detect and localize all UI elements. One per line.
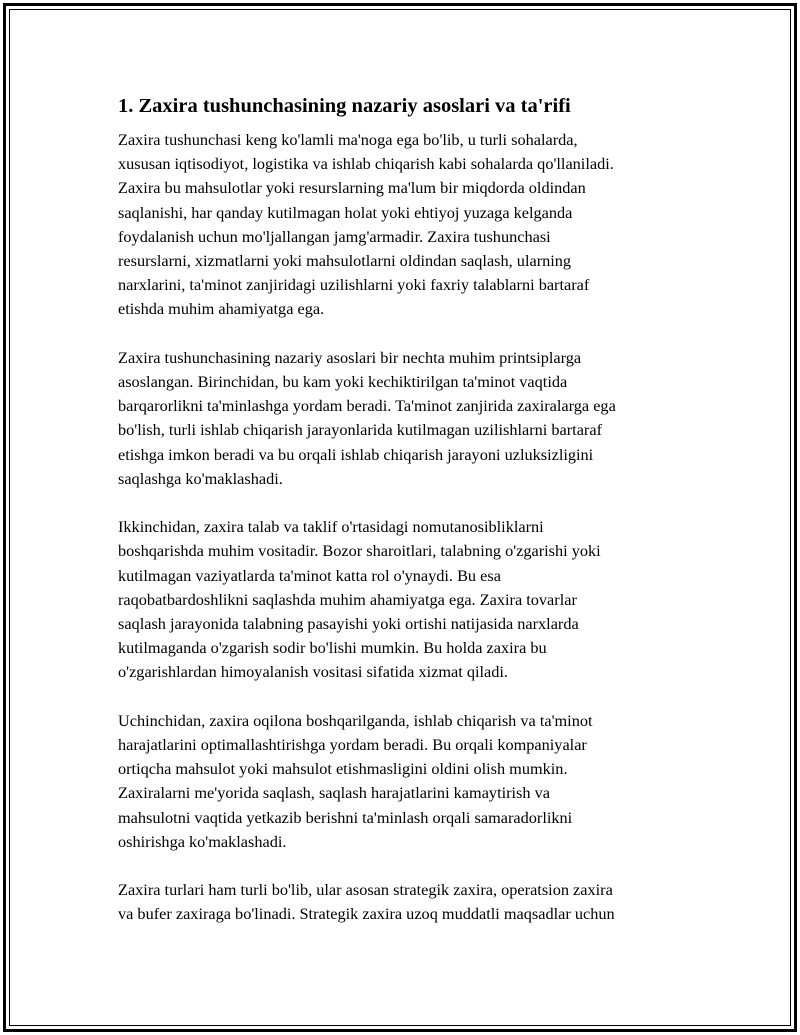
text-line: o'zgarishlardan himoyalanish vositasi sifatida xizmat qiladi.: [118, 662, 508, 682]
text-line: bo'lish, turli ishlab chiqarish jarayonlarida kutilmagan uzilishlarni bartaraf: [118, 420, 602, 440]
text-line: Uchinchidan, zaxira oqilona boshqarilganda, ishlab chiqarish va ta'minot: [118, 710, 593, 730]
text-line: asoslangan. Birinchidan, bu kam yoki kechiktirilgan ta'minot vaqtida: [118, 372, 568, 392]
text-line: Zaxira tushunchasining nazariy asoslari bir nechta muhim printsiplarga: [118, 347, 582, 367]
text-line: narxlarini, ta'minot zanjiridagi uzilishlarni yoki faxriy talablarni bartaraf: [118, 275, 590, 295]
section-heading: 1. Zaxira tushunchasining nazariy asoslari va ta'rifi: [118, 95, 571, 117]
paragraph-2: [118, 346, 684, 491]
text-line: kutilmaganda o'zgarish sodir bo'lishi mumkin. Bu holda zaxira bu: [118, 638, 547, 658]
text-line: kutilmagan vaziyatlarda ta'minot katta rol o'ynaydi. Bu esa: [118, 565, 501, 585]
text-line: ortiqcha mahsulot yoki mahsulot etishmasligini oldini olish mumkin.: [118, 759, 568, 779]
text-line: saqlashga ko'maklashadi.: [118, 468, 283, 488]
text-line: Zaxira tushunchasi keng ko'lamli ma'noga ega bo'lib, u turli sohalarda,: [118, 130, 578, 149]
text-line: etishga imkon beradi va bu orqali ishlab chiqarish jarayoni uzluksizligini: [118, 444, 594, 464]
paragraph-4: [118, 709, 684, 854]
text-line: Zaxira bu mahsulotlar yoki resurslarning ma'lum bir miqdorda oldindan: [118, 178, 586, 198]
text-line: saqlanishi, har qanday kutilmagan holat yoki ehtiyoj yuzaga kelganda: [118, 202, 573, 222]
text-line: mahsulotni vaqtida yetkazib berishni ta'minlash orqali samaradorlikni: [118, 807, 573, 827]
text-line: Zaxira turlari ham turli bo'lib, ular asosan strategik zaxira, operatsion zaxira: [118, 880, 613, 900]
text-line: raqobatbardoshlikni saqlashda muhim ahamiyatga ega. Zaxira tovarlar: [118, 589, 577, 609]
text-line: oshirishga ko'maklashadi.: [118, 831, 287, 851]
text-line: foydalanish uchun mo'ljallangan jamg'armadir. Zaxira tushunchasi: [118, 226, 551, 246]
text-line: Zaxiralarni me'yorida saqlash, saqlash harajatlarini kamaytirish va: [118, 783, 550, 803]
text-line: xususan iqtisodiyot, logistika va ishlab chiqarish kabi sohalarda qo'llaniladi.: [118, 154, 614, 174]
paragraph-1: [118, 128, 684, 322]
text-line: va bufer zaxiraga bo'linadi. Strategik zaxira uzoq muddatli maqsadlar uchun: [118, 904, 615, 924]
text-line: boshqarishda muhim vositadir. Bozor sharoitlari, talabning o'zgarishi yoki: [118, 541, 601, 561]
paragraph-5: [118, 878, 684, 926]
text-line: saqlash jarayonida talabning pasayishi yoki ortishi natijasida narxlarda: [118, 614, 579, 634]
text-line: etishda muhim ahamiyatga ega.: [118, 299, 325, 319]
text-line: barqarorlikni ta'minlashga yordam beradi. Ta'minot zanjirida zaxiralarga ega: [118, 396, 616, 416]
text-line: resurslarni, xizmatlarni yoki mahsulotlarni oldindan saqlash, ularning: [118, 251, 572, 271]
text-line: Ikkinchidan, zaxira talab va taklif o'rtasidagi nomutanosibliklarni: [118, 517, 544, 537]
paragraph-3: [118, 515, 684, 684]
text-line: harajatlarini optimallashtirishga yordam beradi. Bu orqali kompaniyalar: [118, 735, 587, 755]
document-body: [118, 92, 684, 951]
